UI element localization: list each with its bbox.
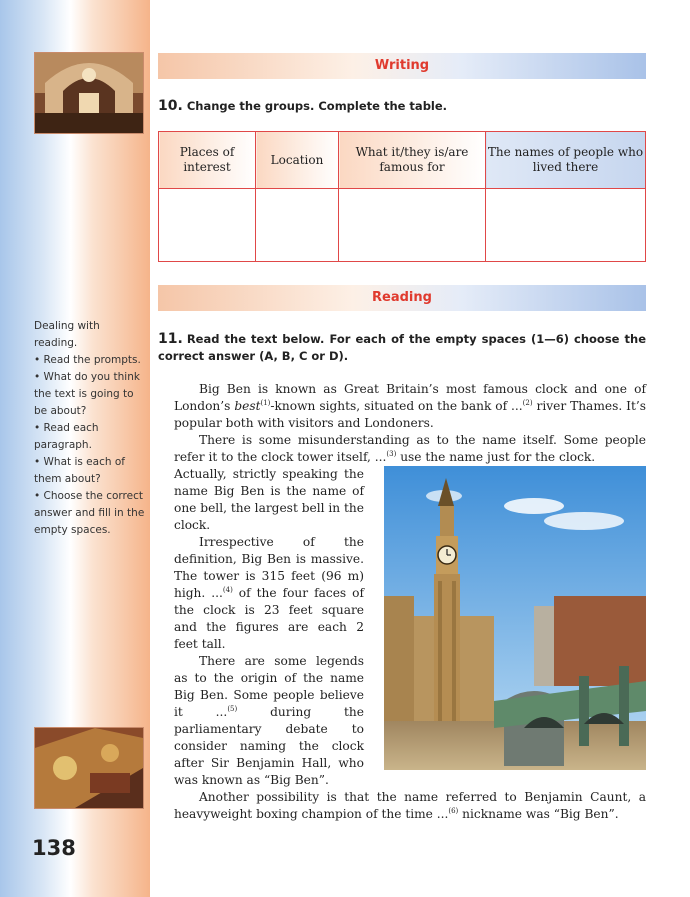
text-run: river Thames. It’s popular both with visitors and Londoners. [174,399,646,430]
tip-item: • Read the prompts. [34,354,141,366]
gap-marker: (5) [227,704,238,713]
paragraph-1 [174,381,646,432]
task-number: 11. [158,331,183,347]
text-run-italic: best [234,399,261,413]
big-ben-photo [384,466,646,770]
page-number: 138 [32,836,76,860]
task-instruction: Read the text below. For each of the empty spaces (1—6) choose the correct answer (A, B, C or D). [158,332,646,363]
cathedral-interior-photo [34,52,144,134]
paragraph-2 [174,432,646,466]
writing-section-header [158,53,646,79]
table-cell[interactable] [339,189,486,262]
task-number: 10. [158,98,183,114]
paragraph-2-continued: Actually, strictly speaking the name Big Ben is the name of one bell, the largest bell in the clock. [174,467,364,532]
reading-text [174,381,646,823]
task-10 [158,98,646,115]
tip-item: • Choose the correct answer and fill in the empty spaces. [34,490,145,536]
reading-section-title: Reading [372,290,432,305]
ornate-ceiling-photo [34,727,144,809]
gap-marker: (1) [260,398,271,407]
text-run: Big Ben is known as Great Britain’s most famous clock and one of London’s [174,382,646,413]
table-cell[interactable] [486,189,646,262]
paragraph-3 [174,534,364,653]
table-header-cell: Location [256,132,339,189]
text-run: use the name just for the clock. [396,450,596,464]
text-run: during the parliamentary debate to consider naming the clock after Sir Benjamin Hall, who was known as “Big Ben”. [174,705,364,787]
paragraph-5 [174,789,646,823]
tip-item: Dealing with reading. [34,320,100,349]
table-header-cell: Places of interest [159,132,256,189]
writing-section-title: Writing [374,58,430,73]
table-cell[interactable] [159,189,256,262]
reading-tips-sidebar [34,318,146,539]
tip-item: • What do you think the text is going to be about? [34,371,140,417]
paragraph-4 [174,653,364,789]
table-cell[interactable] [256,189,339,262]
reading-section-header [158,285,646,311]
narrow-column [174,466,364,789]
task-instruction: Change the groups. Complete the table. [186,99,448,113]
text-run: Irrespective of the definition, Big Ben is massive. The tower is 315 feet (96 m) high. ... [174,535,364,600]
gap-marker: (6) [448,806,459,815]
text-run: Another possibility is that the name referred to Benjamin Caunt, a heavyweight boxing champion of the time ... [174,790,646,821]
text-run: of the four faces of the clock is 23 feet square and the figures are each 2 feet tall. [174,586,364,651]
table-row [159,189,646,262]
gap-marker: (4) [222,585,233,594]
table-header-cell: The names of people who lived there [486,132,646,189]
text-run: nickname was “Big Ben”. [458,807,619,821]
places-table [158,131,646,262]
table-header-cell: What it/they is/are famous for [339,132,486,189]
task-11 [158,331,646,365]
table-header-row [159,132,646,189]
text-run: There is some misunderstanding as to the name itself. Some people refer it to the clock tower itself, ... [174,433,646,464]
text-run: There are some legends as to the origin of the name Big Ben. Some people believe it ... [174,654,364,719]
gap-marker: (2) [522,398,533,407]
tip-item: • What is each of them about? [34,456,125,485]
text-run: -known sights, situated on the bank of ... [270,399,523,413]
gap-marker: (3) [386,449,397,458]
tip-item: • Read each paragraph. [34,422,99,451]
